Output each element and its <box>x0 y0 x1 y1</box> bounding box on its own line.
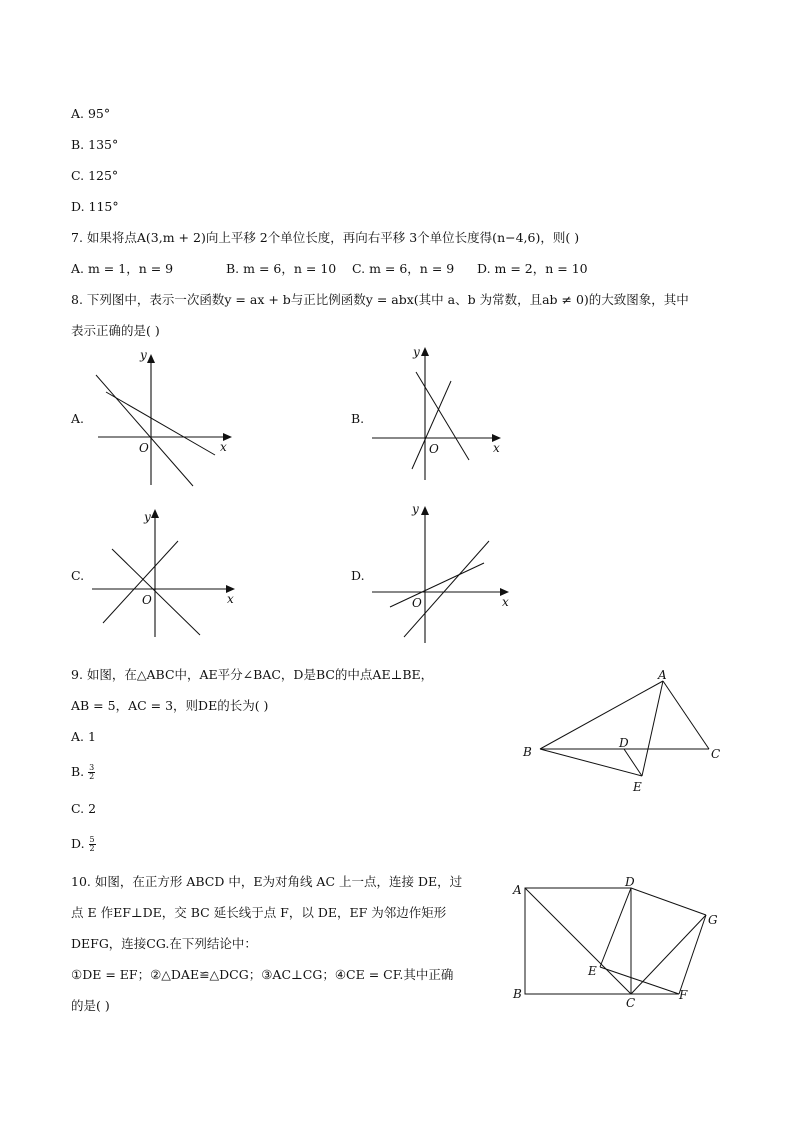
q9-figure <box>520 665 730 795</box>
q9-option-a: A. 1 <box>71 729 96 744</box>
q6-option-a: A. 95° <box>71 106 111 121</box>
q8-graph-d <box>368 495 518 645</box>
q8-graph-a-x: x <box>220 440 227 454</box>
q10-label-E: E <box>588 964 597 978</box>
q8-stem-line1: 8. 下列图中，表示一次函数y = ax + b与正比例函数y = abx(其中 a、b 为常数，且ab ≠ 0)的大致图象，其中 <box>71 292 689 307</box>
q6-option-c: C. 125° <box>71 168 119 183</box>
q10-label-D: D <box>625 875 635 889</box>
q8-graph-a-origin: O <box>139 441 149 455</box>
q9-option-c: C. 2 <box>71 801 97 816</box>
q8-graph-d-x: x <box>502 595 509 609</box>
q9-option-d-label: D. <box>71 836 85 851</box>
q9-option-b <box>71 764 95 781</box>
q8-graph-b <box>368 340 518 485</box>
q7-option-c: C. m = 6，n = 9 <box>352 261 455 276</box>
q8-graph-b-origin: O <box>429 442 439 456</box>
q10-label-C: C <box>626 996 636 1010</box>
q8-stem-line2: 表示正确的是( ) <box>71 323 160 338</box>
q9-option-d-numerator: 5 <box>89 835 95 844</box>
q6-option-b: B. 135° <box>71 137 119 152</box>
q9-option-b-denominator: 2 <box>89 772 95 781</box>
q10-label-F: F <box>679 988 688 1002</box>
q9-option-b-numerator: 3 <box>89 763 95 772</box>
q9-stem-line2: AB = 5，AC = 3，则DE的长为( ) <box>71 698 269 713</box>
q6-option-d: D. 115° <box>71 199 119 214</box>
q8-label-b: B. <box>351 411 365 426</box>
q10-label-G: G <box>708 913 718 927</box>
q8-graph-c-y: y <box>144 510 151 524</box>
q7-option-a: A. m = 1，n = 9 <box>71 261 174 276</box>
q9-label-B: B <box>523 745 532 759</box>
q9-option-d-denominator: 2 <box>89 844 95 853</box>
q10-stem-line1: 10. 如图，在正方形 ABCD 中，E为对角线 AC 上一点，连接 DE，过 <box>71 874 463 889</box>
q9-option-b-label: B. <box>71 764 85 779</box>
q10-label-A: A <box>513 883 522 897</box>
q8-graph-a <box>90 345 240 490</box>
q9-option-d <box>71 836 96 853</box>
q10-stem-line2: 点 E 作EF⊥DE，交 BC 延长线于点 F，以 DE，EF 为邻边作矩形 <box>71 905 447 920</box>
q8-graph-d-origin: O <box>412 596 422 610</box>
q7-option-d: D. m = 2，n = 10 <box>477 261 588 276</box>
q8-graph-c-origin: O <box>142 593 152 607</box>
q7-option-b: B. m = 6，n = 10 <box>226 261 337 276</box>
q8-graph-d-y: y <box>412 502 419 516</box>
q10-label-B: B <box>513 987 522 1001</box>
q9-label-C: C <box>711 747 721 761</box>
q8-label-c: C. <box>71 568 85 583</box>
q8-graph-a-y: y <box>140 348 147 362</box>
q10-stem-line3: DEFG，连接CG.在下列结论中： <box>71 936 257 951</box>
q8-graph-b-y: y <box>413 345 420 359</box>
q9-option-d-fraction <box>89 836 96 853</box>
q10-stem-line5: 的是( ) <box>71 998 110 1013</box>
q9-stem-line1: 9. 如图，在△ABC中，AE平分∠BAC，D是BC的中点AE⊥BE， <box>71 667 434 682</box>
q8-graph-b-x: x <box>493 441 500 455</box>
q9-label-E: E <box>633 780 642 794</box>
q7-stem: 7. 如果将点A(3,m + 2)向上平移 2个单位长度，再向右平移 3个单位长度得(n−4,6)，则( ) <box>71 230 580 245</box>
q9-option-b-fraction <box>88 764 95 781</box>
q8-label-d: D. <box>351 568 365 583</box>
q9-label-D: D <box>619 736 629 750</box>
q10-figure <box>508 875 738 1015</box>
q9-label-A: A <box>658 668 667 682</box>
q8-label-a: A. <box>71 411 85 426</box>
q8-graph-c-x: x <box>227 592 234 606</box>
q8-graph-c <box>90 505 240 645</box>
q10-stem-line4: ①DE = EF；②△DAE≌△DCG；③AC⊥CG；④CE = CF.其中正确 <box>71 967 454 982</box>
